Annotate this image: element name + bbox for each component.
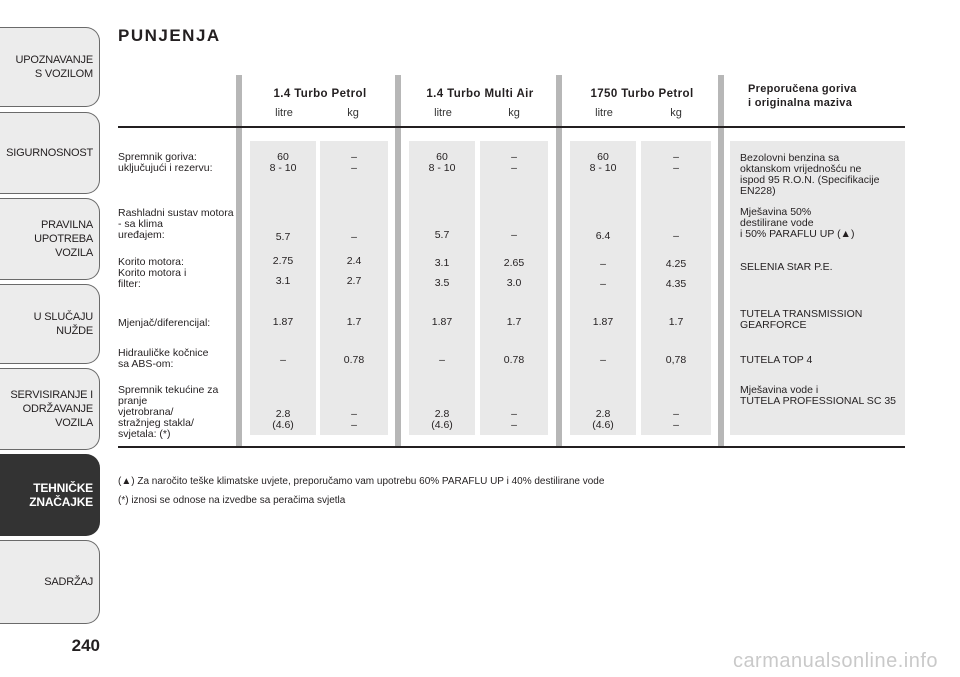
- row-label-cooling: Rashladni sustav motora - sa klima uređajem:: [118, 207, 234, 241]
- value-cell: – –: [351, 408, 357, 431]
- value-cell: 3.1 3.5: [434, 257, 450, 289]
- value-cell: –: [673, 230, 679, 242]
- recommendation-fuel: Bezolovni benzina sa oktanskom vrijednošću ne ispod 95 R.O.N. (Specifikacije EN228): [740, 152, 880, 197]
- column-divider: [395, 75, 401, 447]
- footnote-triangle: (▲) Za naročito teške klimatske uvjete, preporučamo vam upotrebu 60% PARAFLU UP i 40% destilirane vode: [118, 476, 605, 487]
- tab-servisiranje-i-odrzavanje[interactable]: SERVISIRANJE I ODRŽAVANJE VOZILA: [0, 368, 100, 450]
- engine-header-1: 1.4 Turbo Petrol: [273, 88, 367, 100]
- value-cell: 1.7: [668, 316, 684, 328]
- value-cell: 0.78: [343, 354, 365, 366]
- value-cell: – –: [600, 258, 606, 290]
- value-cell: –: [511, 229, 517, 241]
- value-cell: – –: [511, 151, 517, 174]
- footnote-asterisk: (*) iznosi se odnose na izvedbe sa peračima svjetla: [118, 495, 346, 506]
- recommendation-washer: Mješavina vode i TUTELA PROFESSIONAL SC 35: [740, 384, 896, 407]
- tab-sigurnosnost[interactable]: SIGURNOSNOST: [0, 112, 100, 194]
- value-cell: – –: [351, 151, 357, 174]
- value-cell: –: [439, 354, 445, 366]
- recommendation-engine-oil: SELENIA StAR P.E.: [740, 261, 833, 273]
- unit-litre: litre: [275, 107, 293, 119]
- watermark: carmanualsonline.info: [732, 650, 938, 672]
- value-cell: 2.8 (4.6): [431, 408, 453, 431]
- row-label-fuel-tank: Spremnik goriva: uključujući i rezervu:: [118, 151, 213, 174]
- value-cell: 2.4 2.7: [346, 255, 362, 287]
- row-label-washer: Spremnik tekućine za pranje vjetrobrana/ stražnjeg stakla/ svjetala: (*): [118, 384, 219, 440]
- row-label-brakes: Hidrauličke kočnice sa ABS-om:: [118, 347, 209, 370]
- row-label-gearbox: Mjenjač/diferencijal:: [118, 317, 211, 329]
- recommended-header: Preporučena goriva i originalna maziva: [748, 83, 857, 109]
- value-cell: 4.25 4.35: [665, 258, 687, 290]
- recommendation-gearbox: TUTELA TRANSMISSION GEARFORCE: [740, 308, 863, 331]
- unit-litre: litre: [434, 107, 452, 119]
- value-cell: 2.8 (4.6): [272, 408, 294, 431]
- tab-sadrzaj[interactable]: SADRŽAJ: [0, 540, 100, 624]
- panel: [320, 141, 388, 435]
- tab-u-slucaju-nuzde[interactable]: U SLUČAJU NUŽDE: [0, 284, 100, 364]
- value-cell: 1.87: [431, 316, 453, 328]
- value-cell: 1.87: [272, 316, 294, 328]
- value-cell: –: [280, 354, 286, 366]
- tab-upoznavanje-s-vozilom[interactable]: UPOZNAVANJE S VOZILOM: [0, 27, 100, 107]
- unit-kg: kg: [508, 107, 520, 119]
- page-number: 240: [71, 636, 100, 655]
- value-cell: 60 8 - 10: [269, 151, 297, 174]
- recommendation-coolant: Mješavina 50% destilirane vode i 50% PARAFLU UP (▲): [740, 206, 855, 240]
- value-cell: 60 8 - 10: [428, 151, 456, 174]
- value-cell: –: [600, 354, 606, 366]
- panel: [250, 141, 316, 435]
- value-cell: 0.78: [503, 354, 525, 366]
- page-title: PUNJENJA: [118, 26, 221, 45]
- column-divider: [718, 75, 724, 447]
- tab-pravilna-upotreba-vozila[interactable]: PRAVILNA UPOTREBA VOZILA: [0, 198, 100, 280]
- value-cell: 60 8 - 10: [589, 151, 617, 174]
- value-cell: 1.7: [506, 316, 522, 328]
- value-cell: – –: [511, 408, 517, 431]
- value-cell: 2.65 3.0: [503, 257, 525, 289]
- engine-header-3: 1750 Turbo Petrol: [590, 88, 694, 100]
- row-label-oil-sump: Korito motora: Korito motora i filter:: [118, 256, 187, 290]
- value-cell: 5.7: [434, 229, 450, 241]
- value-cell: 5.7: [275, 231, 291, 243]
- value-cell: 2.8 (4.6): [592, 408, 614, 431]
- header-rule: [118, 126, 905, 128]
- tab-tehnicke-znacajke[interactable]: TEHNIČKE ZNAČAJKE: [0, 454, 100, 536]
- unit-kg: kg: [347, 107, 359, 119]
- column-divider: [556, 75, 562, 447]
- recommendation-brakes: TUTELA TOP 4: [740, 354, 813, 366]
- value-cell: 1.87: [592, 316, 614, 328]
- engine-header-2: 1.4 Turbo Multi Air: [426, 88, 534, 100]
- bottom-rule: [118, 446, 905, 448]
- value-cell: 2.75 3.1: [272, 255, 294, 287]
- value-cell: –: [351, 231, 357, 243]
- value-cell: – –: [673, 151, 679, 174]
- value-cell: 6.4: [595, 230, 611, 242]
- value-cell: 0,78: [665, 354, 687, 366]
- unit-kg: kg: [670, 107, 682, 119]
- value-cell: – –: [673, 408, 679, 431]
- value-cell: 1.7: [346, 316, 362, 328]
- unit-litre: litre: [595, 107, 613, 119]
